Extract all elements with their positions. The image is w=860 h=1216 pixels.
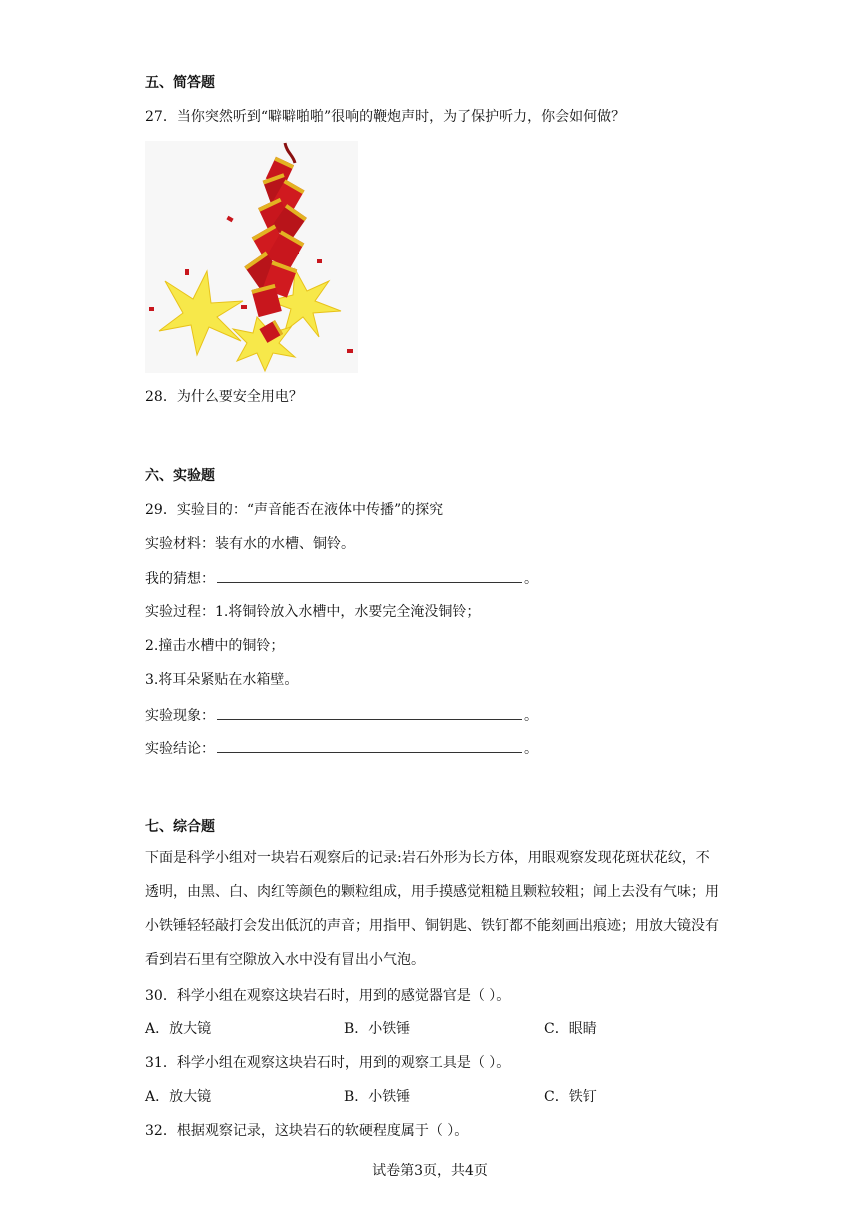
firecracker-image (145, 141, 358, 373)
conclusion-end: 。 (524, 741, 538, 757)
q30-option-a[interactable]: A．放大镜 (145, 1021, 212, 1037)
q30-option-c[interactable]: C．眼睛 (544, 1021, 597, 1037)
conclusion-blank[interactable] (217, 738, 522, 753)
guess-blank[interactable] (217, 568, 522, 583)
phenomenon-line (145, 705, 538, 726)
q31-option-c[interactable]: C．铁钉 (544, 1089, 597, 1105)
question-31: 31．科学小组在观察这块岩石时，用到的观察工具是（ ）。 (145, 1055, 511, 1071)
q31-option-a[interactable]: A．放大镜 (145, 1089, 212, 1105)
process-step-3: 3.将耳朵紧贴在水箱壁。 (145, 672, 299, 688)
process-step-1: 实验过程：1.将铜铃放入水槽中，水要完全淹没铜铃； (145, 604, 481, 620)
q31-option-b[interactable]: B．小铁锤 (344, 1089, 411, 1105)
phenomenon-end: 。 (524, 708, 538, 724)
section-7-title: 七、综合题 (145, 819, 215, 835)
materials-line: 实验材料：装有水的水槽、铜铃。 (145, 536, 355, 552)
question-32: 32．根据观察记录，这块岩石的软硬程度属于（ ）。 (145, 1123, 469, 1139)
page-footer: 试卷第3页，共4页 (372, 1163, 488, 1179)
guess-end: 。 (524, 571, 538, 587)
q30-option-b[interactable]: B．小铁锤 (344, 1021, 411, 1037)
question-30: 30．科学小组在观察这块岩石时，用到的感觉器官是（ ）。 (145, 988, 511, 1004)
section-5-title: 五、简答题 (145, 75, 215, 91)
process-step-2: 2.撞击水槽中的铜铃； (145, 638, 285, 654)
question-28: 28．为什么要安全用电？ (145, 389, 303, 405)
phenomenon-blank[interactable] (217, 705, 522, 720)
phenomenon-label: 实验现象： (145, 708, 215, 724)
conclusion-label: 实验结论： (145, 741, 215, 757)
guess-label: 我的猜想： (145, 571, 215, 587)
conclusion-line (145, 738, 538, 759)
guess-line (145, 568, 538, 589)
section-6-title: 六、实验题 (145, 468, 215, 484)
question-27: 27．当你突然听到“噼噼啪啪”很响的鞭炮声时，为了保护听力，你会如何做？ (145, 109, 626, 125)
rock-observation-passage: 下面是科学小组对一块岩石观察后的记录:岩石外形为长方体，用眼观察发现花斑状花纹，不透明，由黑、白、肉红等颜色的颗粒组成，用手摸感觉粗糙且颗粒较粗；闻上去没有气味；用小铁锤轻轻敲打会发出低沉的声音；用指甲、铜钥匙、铁钉都不能刻画出痕迹；用放大镜没有看到岩石里有空隙放入水中没有冒出小气泡。 (145, 850, 719, 968)
question-29: 29．实验目的：“声音能否在液体中传播”的探究 (145, 502, 444, 518)
